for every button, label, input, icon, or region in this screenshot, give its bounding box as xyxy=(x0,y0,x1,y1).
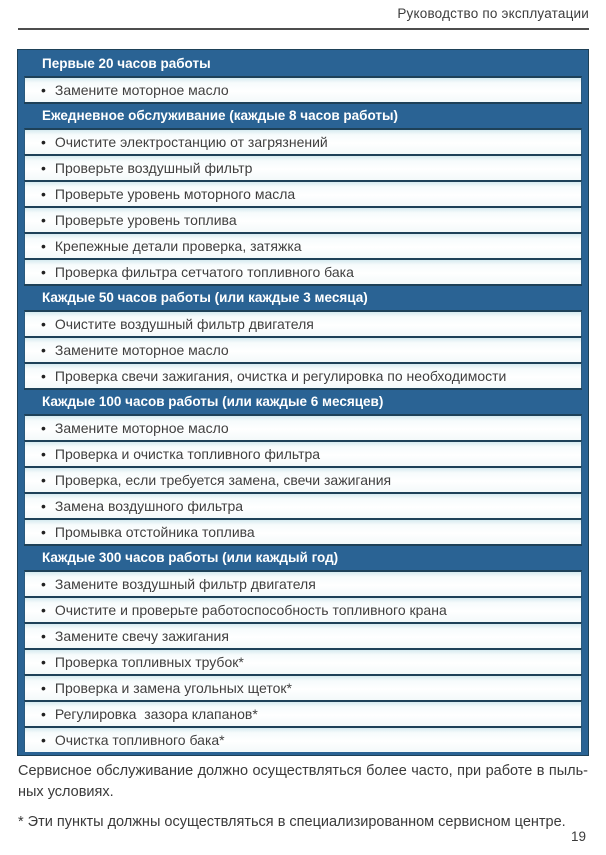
table-row xyxy=(24,310,582,336)
bullet-icon: • xyxy=(41,602,46,618)
maintenance-schedule-table xyxy=(18,50,588,755)
service-note-line1: Сервисное обслуживание должно осуществляться более часто, при работе в пыль- xyxy=(18,763,588,779)
table-row xyxy=(24,622,582,648)
maintenance-item-text: Замените свечу зажигания xyxy=(54,628,229,644)
table-row xyxy=(24,154,582,180)
table-row xyxy=(24,336,582,362)
bullet-icon: • xyxy=(41,472,46,488)
maintenance-item-text: Проверка свечи зажигания, очистка и регулировка по необходимости xyxy=(54,368,507,384)
page-header xyxy=(18,6,589,30)
maintenance-item-text: Проверьте уровень моторного масла xyxy=(54,186,296,202)
bullet-icon: • xyxy=(41,82,46,98)
maintenance-item-text: Крепежные детали проверка, затяжка xyxy=(54,238,302,254)
page-number: 19 xyxy=(570,829,586,844)
table-row xyxy=(24,596,582,622)
table-row xyxy=(24,258,582,284)
table-row xyxy=(24,206,582,232)
table-row xyxy=(24,76,582,102)
asterisk-note: * Эти пункты должны осуществляться в специализированном сервисном центре. xyxy=(18,814,566,830)
table-row xyxy=(24,362,582,388)
table-row xyxy=(24,492,582,518)
section-header: Ежедневное обслуживание (каждые 8 часов работы) xyxy=(24,102,582,128)
maintenance-item-text: Замена воздушного фильтра xyxy=(54,498,244,514)
bullet-icon: • xyxy=(41,368,46,384)
table-row xyxy=(24,414,582,440)
maintenance-item-text: Очистите электростанцию от загрязнений xyxy=(54,134,328,150)
maintenance-item-text: Проверка, если требуется замена, свечи зажигания xyxy=(54,472,392,488)
bullet-icon: • xyxy=(41,498,46,514)
bullet-icon: • xyxy=(41,316,46,332)
maintenance-item-text: Проверка топливных трубок* xyxy=(54,654,244,670)
bullet-icon: • xyxy=(41,238,46,254)
table-row xyxy=(24,466,582,492)
bullet-icon: • xyxy=(41,264,46,280)
section-header: Каждые 100 часов работы (или каждые 6 месяцев) xyxy=(24,388,582,414)
maintenance-item-text: Замените моторное масло xyxy=(54,420,229,436)
table-row xyxy=(24,570,582,596)
bullet-icon: • xyxy=(41,524,46,540)
bullet-icon: • xyxy=(41,420,46,436)
service-frequency-note xyxy=(18,761,588,803)
bullet-icon: • xyxy=(41,212,46,228)
table-row xyxy=(24,674,582,700)
maintenance-item-text: Регулировка зазора клапанов* xyxy=(54,706,258,722)
maintenance-item-text: Проверка и очистка топливного фильтра xyxy=(54,446,321,462)
section-header: Каждые 300 часов работы (или каждый год) xyxy=(24,544,582,570)
table-row xyxy=(24,180,582,206)
bullet-icon: • xyxy=(41,654,46,670)
maintenance-item-text: Проверка фильтра сетчатого топливного бака xyxy=(54,264,354,280)
section-header: Каждые 50 часов работы (или каждые 3 месяца) xyxy=(24,284,582,310)
section-header: Первые 20 часов работы xyxy=(24,52,582,76)
bullet-icon: • xyxy=(41,680,46,696)
maintenance-item-text: Замените воздушный фильтр двигателя xyxy=(54,576,316,592)
bullet-icon: • xyxy=(41,576,46,592)
maintenance-item-text: Проверьте воздушный фильтр xyxy=(54,160,253,176)
service-note-line2: ных условиях. xyxy=(18,784,114,800)
bullet-icon: • xyxy=(41,706,46,722)
maintenance-item-text: Замените моторное масло xyxy=(54,342,229,358)
table-row xyxy=(24,128,582,154)
maintenance-item-text: Очистите воздушный фильтр двигателя xyxy=(54,316,314,332)
maintenance-item-text: Очистка топливного бака* xyxy=(54,732,225,748)
table-row xyxy=(24,648,582,674)
table-row xyxy=(24,518,582,544)
bullet-icon: • xyxy=(41,342,46,358)
bullet-icon: • xyxy=(41,160,46,176)
maintenance-item-text: Проверка и замена угольных щеток* xyxy=(54,680,292,696)
bullet-icon: • xyxy=(41,446,46,462)
maintenance-item-text: Проверьте уровень топлива xyxy=(54,212,237,228)
table-row xyxy=(24,440,582,466)
table-row xyxy=(24,726,582,752)
bullet-icon: • xyxy=(41,186,46,202)
bullet-icon: • xyxy=(41,628,46,644)
table-row xyxy=(24,700,582,726)
document-title: Руководство по эксплуатации xyxy=(397,6,589,21)
maintenance-item-text: Очистите и проверьте работоспособность топливного крана xyxy=(54,602,447,618)
table-row xyxy=(24,232,582,258)
bullet-icon: • xyxy=(41,732,46,748)
footer-notes xyxy=(18,761,588,833)
maintenance-item-text: Промывка отстойника топлива xyxy=(54,524,255,540)
maintenance-item-text: Замените моторное масло xyxy=(54,82,229,98)
bullet-icon: • xyxy=(41,134,46,150)
